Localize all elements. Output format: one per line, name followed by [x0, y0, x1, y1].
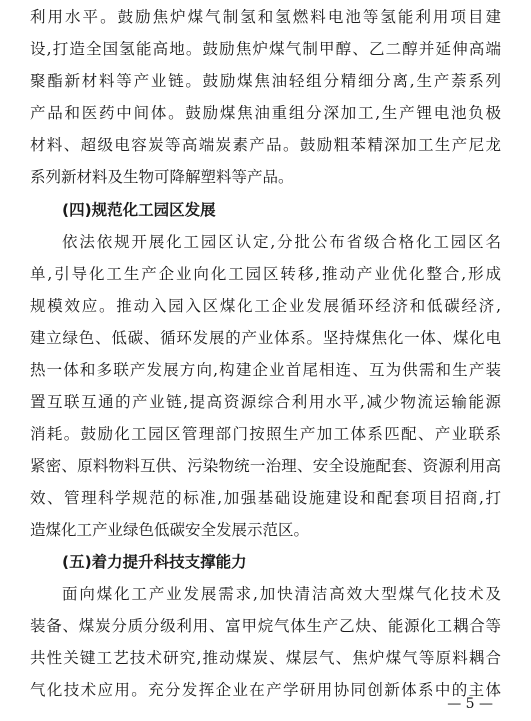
text-line: 设,打造全国氢能高地。鼓励焦炉煤气制甲醇、乙二醇并延伸高端 [30, 40, 501, 58]
text-line: 材料、超级电容炭等高端炭素产品。鼓励粗苯精深加工生产尼龙 [30, 136, 501, 154]
text-line: 紧密、原料物料互供、污染物统一治理、安全设施配套、资源利用高 [30, 457, 501, 475]
text-line: 单,引导化工生产企业向化工园区转移,推动产业优化整合,形成 [30, 265, 501, 283]
text-line: 造煤化工产业绿色低碳安全发展示范区。 [30, 521, 310, 539]
text-line: 热一体和多联产发展方向,构建企业首尾相连、互为供需和生产装 [30, 361, 501, 379]
text-line: 面向煤化工产业发展需求,加快清洁高效大型煤气化技术及 [62, 585, 501, 603]
section-heading: (四)规范化工园区发展 [62, 201, 216, 219]
text-line: 效、管理科学规范的标准,加强基础设施建设和配套项目招商,打 [30, 489, 501, 507]
text-line: 产品和医药中间体。鼓励煤焦油重组分深加工,生产锂电池负极 [30, 104, 501, 122]
text-line: 依法依规开展化工园区认定,分批公布省级合格化工园区名 [62, 233, 501, 251]
text-line: 聚酯新材料等产业链。鼓励煤焦油轻组分精细分离,生产萘系列 [30, 72, 501, 90]
text-line: 利用水平。鼓励焦炉煤气制氢和氢燃料电池等氢能利用项目建 [30, 8, 501, 26]
text-line: 建立绿色、低碳、循环发展的产业体系。坚持煤焦化一体、煤化电 [30, 329, 501, 347]
text-line: 置互联互通的产业链,提高资源综合利用水平,减少物流运输能源 [30, 393, 501, 411]
page-number: — 5 — [447, 696, 493, 712]
text-line: 规模效应。推动入园入区煤化工企业发展循环经济和低碳经济, [30, 297, 501, 315]
text-line: 系列新材料及生物可降解塑料等产品。 [30, 168, 294, 186]
text-line: 气化技术应用。充分发挥企业在产学研用协同创新体系中的主体 [30, 681, 501, 699]
text-line: 消耗。鼓励化工园区管理部门按照生产加工体系匹配、产业联系 [30, 425, 501, 443]
text-line: 共性关键工艺技术研究,推动煤炭、煤层气、焦炉煤气等原料耦合 [30, 649, 501, 667]
section-heading: (五)着力提升科技支撑能力 [62, 553, 247, 571]
text-line: 装备、煤炭分质分级利用、富甲烷气体生产乙炔、能源化工耦合等 [30, 617, 501, 635]
